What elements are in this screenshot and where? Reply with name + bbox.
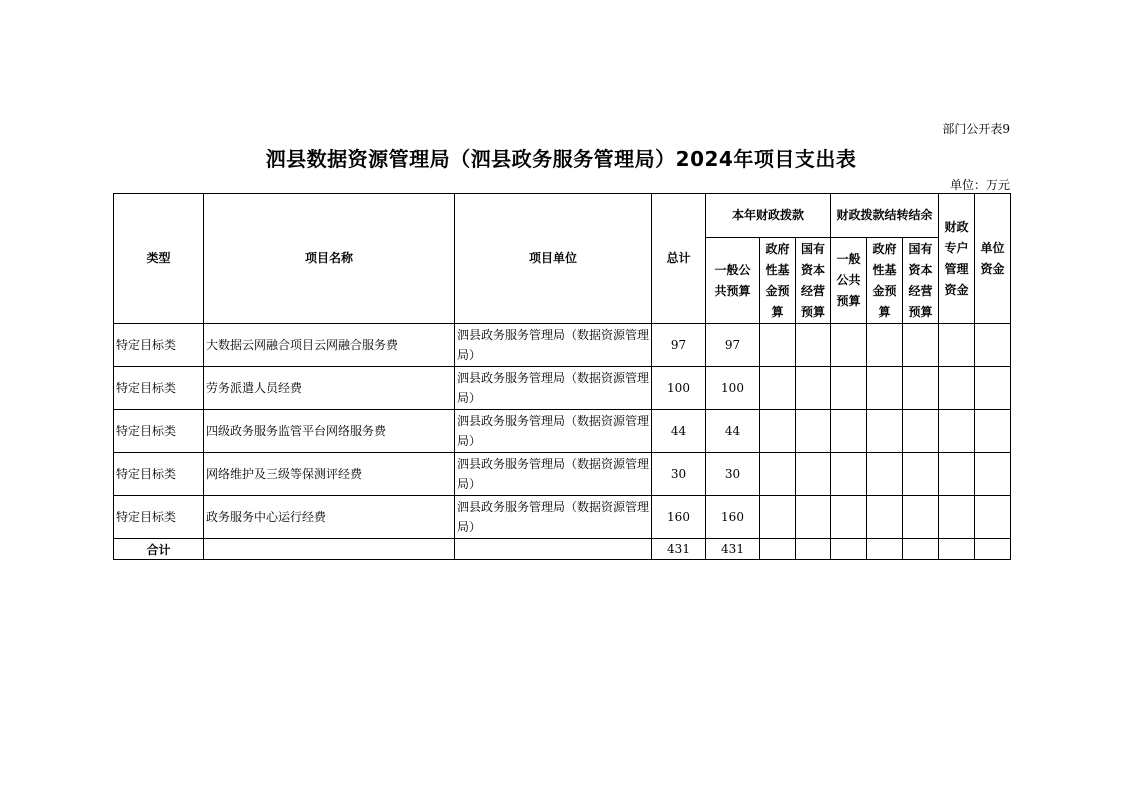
cell-empty (903, 496, 939, 539)
cell-type: 特定目标类 (114, 367, 204, 410)
total-general: 431 (706, 539, 760, 560)
cell-empty (975, 539, 1011, 560)
cell-empty (796, 410, 831, 453)
header-special-account: 财政专户管理资金 (939, 194, 975, 324)
cell-total: 30 (652, 453, 706, 496)
header-gov-fund-budget: 政府性基金预算 (760, 238, 796, 324)
cell-general: 30 (706, 453, 760, 496)
header-carryover-general: 一般公共预算 (831, 238, 867, 324)
cell-empty (760, 367, 796, 410)
cell-empty (939, 410, 975, 453)
cell-empty (867, 324, 903, 367)
cell-empty (939, 324, 975, 367)
cell-empty (796, 453, 831, 496)
cell-empty (939, 539, 975, 560)
cell-empty (455, 539, 652, 560)
cell-project-unit: 泗县政务服务管理局（数据资源管理局） (455, 453, 652, 496)
cell-empty (831, 539, 867, 560)
cell-empty (867, 453, 903, 496)
cell-empty (975, 410, 1011, 453)
cell-empty (204, 539, 455, 560)
table-row (114, 410, 1011, 453)
header-unit-funds: 单位资金 (975, 194, 1011, 324)
cell-empty (760, 410, 796, 453)
header-state-capital-budget: 国有资本经营预算 (796, 238, 831, 324)
cell-empty (796, 496, 831, 539)
cell-empty (975, 453, 1011, 496)
cell-empty (903, 410, 939, 453)
cell-empty (903, 453, 939, 496)
cell-empty (760, 539, 796, 560)
cell-total: 100 (652, 367, 706, 410)
header-carryover: 财政拨款结转结余 (831, 194, 939, 238)
header-current-year: 本年财政拨款 (706, 194, 831, 238)
cell-empty (831, 367, 867, 410)
cell-empty (975, 367, 1011, 410)
cell-empty (867, 496, 903, 539)
table-row (114, 453, 1011, 496)
total-row (114, 539, 1011, 560)
cell-empty (939, 496, 975, 539)
cell-project-name: 大数据云网融合项目云网融合服务费 (204, 324, 455, 367)
cell-general: 97 (706, 324, 760, 367)
cell-empty (831, 410, 867, 453)
cell-total: 44 (652, 410, 706, 453)
header-project-name: 项目名称 (204, 194, 455, 324)
cell-empty (903, 367, 939, 410)
cell-empty (975, 324, 1011, 367)
header-type: 类型 (114, 194, 204, 324)
table-row (114, 367, 1011, 410)
header-general-budget: 一般公共预算 (706, 238, 760, 324)
cell-type: 特定目标类 (114, 410, 204, 453)
cell-project-name: 网络维护及三级等保测评经费 (204, 453, 455, 496)
form-number: 部门公开表9 (942, 122, 1010, 136)
cell-general: 44 (706, 410, 760, 453)
cell-type: 特定目标类 (114, 496, 204, 539)
cell-project-name: 四级政务服务监管平台网络服务费 (204, 410, 455, 453)
cell-total: 97 (652, 324, 706, 367)
cell-empty (760, 496, 796, 539)
cell-empty (831, 453, 867, 496)
cell-project-name: 劳务派遣人员经费 (204, 367, 455, 410)
cell-empty (903, 539, 939, 560)
header-project-unit: 项目单位 (455, 194, 652, 324)
total-label: 合计 (114, 539, 204, 560)
header-carryover-state-capital: 国有资本经营预算 (903, 238, 939, 324)
project-expenditure-table (113, 193, 1011, 560)
cell-empty (939, 367, 975, 410)
cell-empty (760, 324, 796, 367)
cell-project-unit: 泗县政务服务管理局（数据资源管理局） (455, 410, 652, 453)
cell-empty (796, 539, 831, 560)
cell-project-unit: 泗县政务服务管理局（数据资源管理局） (455, 496, 652, 539)
cell-empty (831, 324, 867, 367)
table-row (114, 324, 1011, 367)
cell-empty (867, 539, 903, 560)
total-sum: 431 (652, 539, 706, 560)
cell-total: 160 (652, 496, 706, 539)
unit-label: 单位：万元 (949, 178, 1010, 192)
cell-empty (831, 496, 867, 539)
cell-empty (867, 410, 903, 453)
cell-project-name: 政务服务中心运行经费 (204, 496, 455, 539)
cell-empty (867, 367, 903, 410)
page-title: 泗县数据资源管理局（泗县政务服务管理局）2024年项目支出表 (265, 147, 857, 171)
cell-project-unit: 泗县政务服务管理局（数据资源管理局） (455, 324, 652, 367)
cell-empty (903, 324, 939, 367)
cell-empty (760, 453, 796, 496)
cell-empty (796, 367, 831, 410)
header-total: 总计 (652, 194, 706, 324)
cell-type: 特定目标类 (114, 453, 204, 496)
cell-project-unit: 泗县政务服务管理局（数据资源管理局） (455, 367, 652, 410)
cell-general: 160 (706, 496, 760, 539)
header-carryover-gov-fund: 政府性基金预算 (867, 238, 903, 324)
cell-empty (939, 453, 975, 496)
cell-general: 100 (706, 367, 760, 410)
cell-empty (796, 324, 831, 367)
cell-empty (975, 496, 1011, 539)
table-row (114, 496, 1011, 539)
cell-type: 特定目标类 (114, 324, 204, 367)
